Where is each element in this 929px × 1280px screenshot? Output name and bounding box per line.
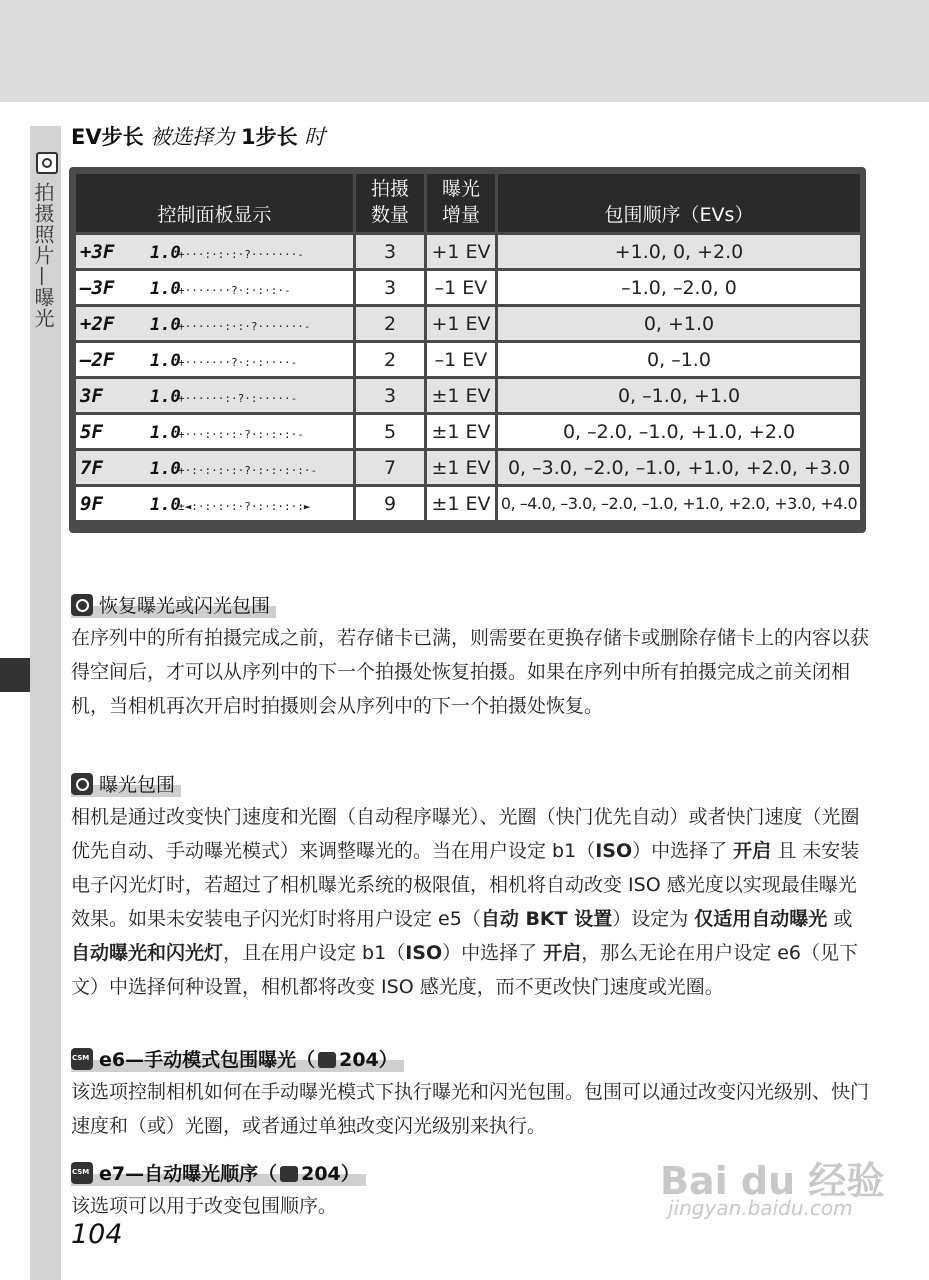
panel-value: 1.0 <box>150 458 181 479</box>
header-shots: 拍摄 数量 <box>356 174 424 232</box>
table-row <box>76 271 860 304</box>
e6-body: 该选项控制相机如何在手动曝光模式下执行曝光和闪光包围。包围可以通过改变闪光级别、快门速度和（或）光圈，或者通过单独改变闪光级别来执行。 <box>71 1081 870 1137</box>
section-heading: EV步长 被选择为 1步长 时 <box>71 125 326 149</box>
shots-cell: 3 <box>356 271 424 304</box>
exposure-step-cell: –1 EV <box>427 343 495 376</box>
bracket-order-cell: +1.0, 0, +2.0 <box>498 235 860 268</box>
table-row <box>76 235 860 268</box>
table-row <box>76 415 860 448</box>
page-ref-icon <box>280 1166 298 1182</box>
page-number: 104 <box>71 1219 123 1250</box>
table-row <box>76 379 860 412</box>
panel-display-cell <box>76 487 353 520</box>
exposure-scale-icon: +·······?·:·:····- <box>178 355 298 369</box>
bracket-order-cell: 0, –1.0 <box>498 343 860 376</box>
shots-cell: 7 <box>356 451 424 484</box>
table-row <box>76 343 860 376</box>
exposure-step-cell: –1 EV <box>427 271 495 304</box>
exposure-step-cell: ±1 EV <box>427 415 495 448</box>
exposure-scale-icon: +······:·:·?·······- <box>178 319 311 333</box>
shots-cell: 5 <box>356 415 424 448</box>
resume-body: 在序列中的所有拍摄完成之前，若存储卡已满，则需要在更换存储卡或删除存储卡上的内容以获得空间后，才可以从序列中的下一个拍摄处恢复拍摄。如果在序列中所有拍摄完成之前关闭相机，当相机再次开启时拍摄则会从序列中的下一个拍摄处恢复。 <box>71 627 870 717</box>
chapter-tab-marker <box>0 658 30 692</box>
panel-value: 1.0 <box>150 350 181 371</box>
exposure-step-cell: +1 EV <box>427 235 495 268</box>
e6-title: CSMe6—手动模式包围曝光（ 204） <box>71 1045 404 1072</box>
shots-cell: 3 <box>356 379 424 412</box>
exposure-step-cell: ±1 EV <box>427 451 495 484</box>
panel-display-cell <box>76 451 353 484</box>
bracketing-table <box>69 167 866 533</box>
exposure-step-cell: +1 EV <box>427 307 495 340</box>
exposure-scale-icon: +···:·:·:·?·:·:·:·- <box>178 427 304 441</box>
shots-cell: 3 <box>356 235 424 268</box>
panel-display-cell <box>76 343 353 376</box>
panel-value: 1.0 <box>150 242 181 263</box>
exposure-scale-icon: ±◄:·:·:·:·?·:·:·:·:► <box>178 499 311 513</box>
exposure-step-cell: ±1 EV <box>427 487 495 520</box>
shots-cell: 2 <box>356 307 424 340</box>
panel-display-cell <box>76 415 353 448</box>
camera-icon <box>36 152 58 174</box>
bracket-order-cell: 0, –2.0, –1.0, +1.0, +2.0 <box>498 415 860 448</box>
e7-body: 该选项可以用于改变包围顺序。 <box>71 1195 338 1217</box>
bracket-order-cell: 0, –4.0, –3.0, –2.0, –1.0, +1.0, +2.0, +3.0, +4.0 <box>498 487 860 520</box>
resume-title: 恢复曝光或闪光包围 <box>71 591 276 618</box>
panel-display-cell <box>76 379 353 412</box>
panel-code: 9F <box>80 492 103 515</box>
csm-icon <box>71 1048 93 1070</box>
panel-value: 1.0 <box>150 494 181 515</box>
table-row <box>76 451 860 484</box>
exposure-scale-icon: +······:·?·:·····- <box>178 391 298 405</box>
bracket-title: 曝光包围 <box>71 770 181 797</box>
panel-display-cell <box>76 235 353 268</box>
header-bracket-order: 包围顺序（EVs） <box>498 174 860 232</box>
chapter-label: 拍摄照片—曝光 <box>31 182 55 329</box>
header-panel: 控制面板显示 <box>76 174 353 232</box>
note-icon <box>71 773 93 795</box>
bracket-order-cell: –1.0, –2.0, 0 <box>498 271 860 304</box>
panel-code: +3F <box>80 240 115 263</box>
panel-code: –2F <box>80 348 115 371</box>
header-exposure-step: 曝光 增量 <box>427 174 495 232</box>
watermark-url: jingyan.baidu.com <box>668 1196 853 1220</box>
e7-title: CSMe7—自动曝光顺序（ 204） <box>71 1159 366 1186</box>
panel-code: 7F <box>80 456 103 479</box>
shots-cell: 2 <box>356 343 424 376</box>
page-ref-icon <box>318 1052 336 1068</box>
panel-display-cell <box>76 271 353 304</box>
panel-display-cell <box>76 307 353 340</box>
panel-value: 1.0 <box>150 386 181 407</box>
exposure-scale-icon: +···:·:·:·?·······- <box>178 247 304 261</box>
panel-code: 5F <box>80 420 103 443</box>
exposure-scale-icon: +·:·:·:·:·?·:·:·:·:·- <box>178 463 318 477</box>
bracket-order-cell: 0, –3.0, –2.0, –1.0, +1.0, +2.0, +3.0 <box>498 451 860 484</box>
panel-value: 1.0 <box>150 278 181 299</box>
top-band <box>0 0 929 102</box>
watermark-logo: Bai du 经验 <box>660 1159 885 1203</box>
exposure-scale-icon: +·······?·:·:·:·- <box>178 283 291 297</box>
exposure-step-cell: ±1 EV <box>427 379 495 412</box>
table-row <box>76 487 860 520</box>
table-row <box>76 307 860 340</box>
panel-code: 3F <box>80 384 103 407</box>
bracket-order-cell: 0, +1.0 <box>498 307 860 340</box>
bracket-order-cell: 0, –1.0, +1.0 <box>498 379 860 412</box>
note-icon <box>71 594 93 616</box>
bracket-body: 相机是通过改变快门速度和光圈（自动程序曝光）、光圈（快门优先自动）或者快门速度（光圈优先自动、手动曝光模式）来调整曝光的。当在用户设定 b1（ISO）中选择了 开启 且 未安装电子闪光灯时，若超过了相机曝光系统的极限值，相机将自动改变 ISO 感光度以实现最佳曝光效果。如果未安装电子闪光灯时将用户设定 e5（自动 BKT 设置）设定为 仅适用自动曝光 或 自动曝光和闪光灯，且在用户设定 b1（ISO）中选择了 开启，那么无论在用户设定 e6（见下文）中选择何种设置，相机都将改变 ISO 感光度，而不更改快门速度或光圈。 <box>71 806 860 998</box>
csm-icon <box>71 1162 93 1184</box>
panel-value: 1.0 <box>150 314 181 335</box>
panel-code: +2F <box>80 312 115 335</box>
panel-value: 1.0 <box>150 422 181 443</box>
panel-code: –3F <box>80 276 115 299</box>
shots-cell: 9 <box>356 487 424 520</box>
